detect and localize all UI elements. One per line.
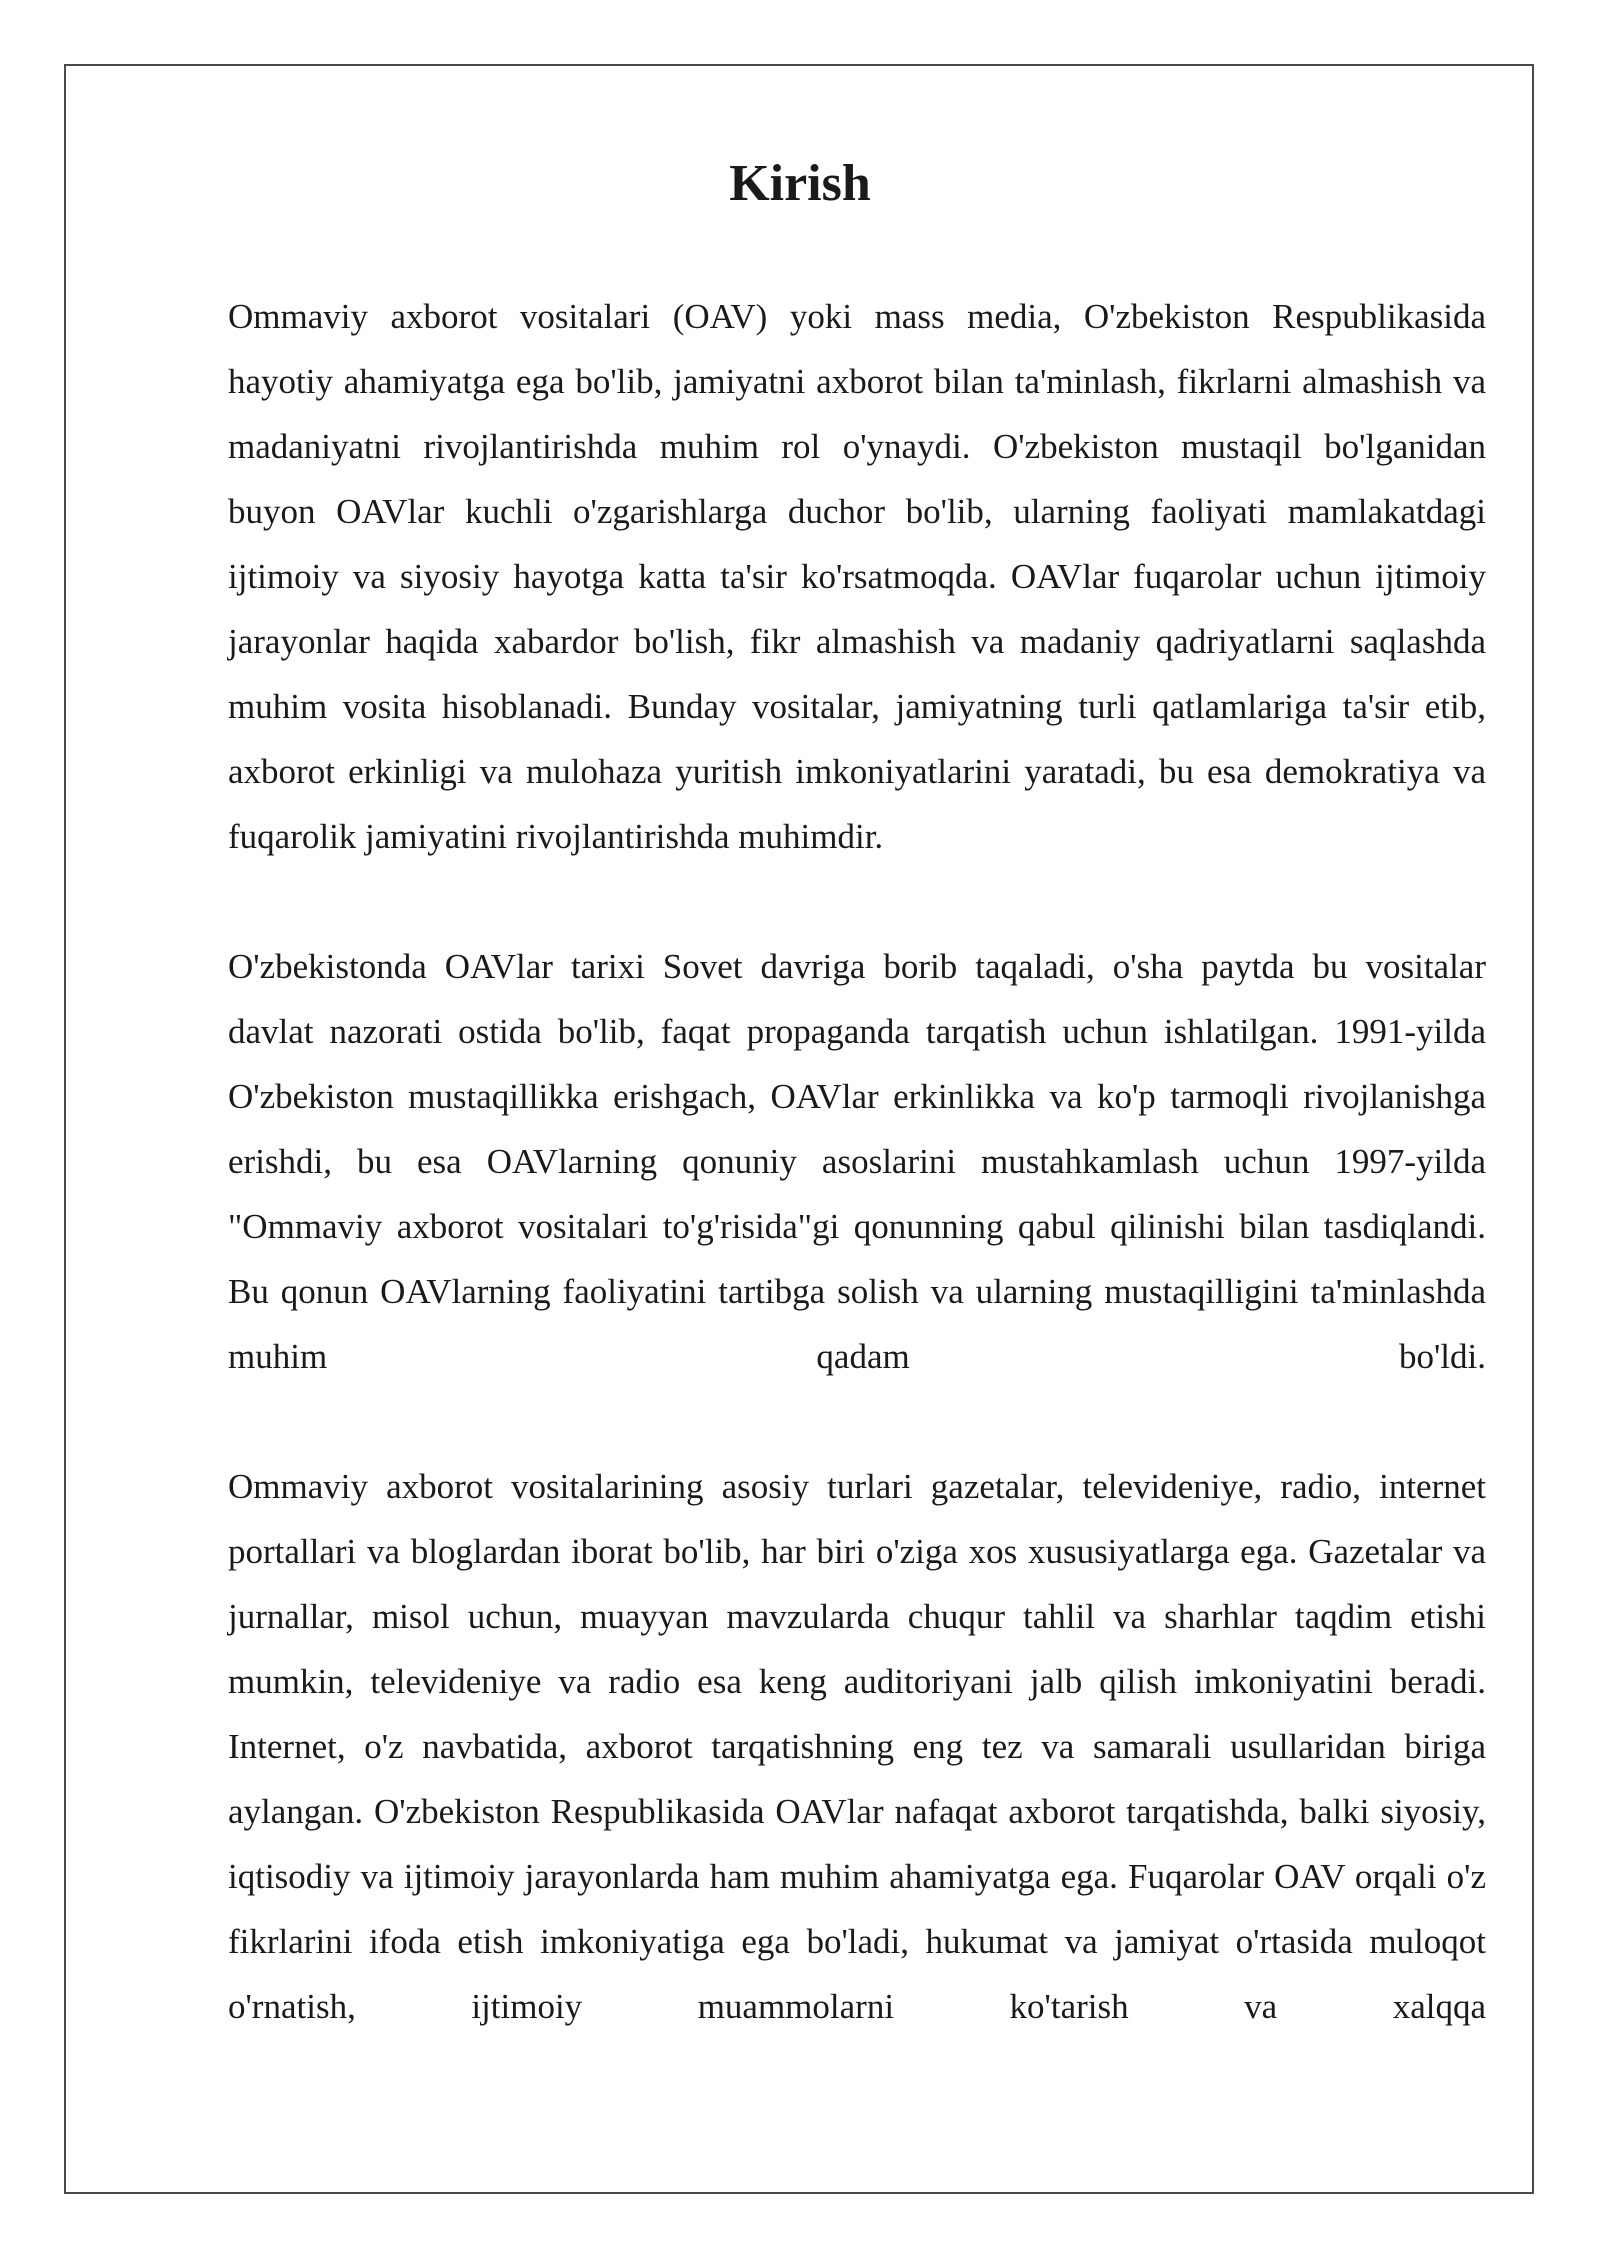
document-body [228,284,1486,2104]
paragraph-1: Ommaviy axborot vositalari (OAV) yoki mass media, O'zbekiston Respublikasida hayotiy ahamiyatga ega bo'lib, jamiyatni axborot bilan ta'minlash, fikrlarni almashish va madaniyatni rivojlantirishda muhim rol o'ynaydi. O'zbekiston mustaqil bo'lganidan buyon OAVlar kuchli o'zgarishlarga duchor bo'lib, ularning faoliyati mamlakatdagi ijtimoiy va siyosiy hayotga katta ta'sir ko'rsatmoqda. OAVlar fuqarolar uchun ijtimoiy jarayonlar haqida xabardor bo'lish, fikr almashish va madaniy qadriyatlarni saqlashda muhim vosita hisoblanadi. Bunday vositalar, jamiyatning turli qatlamlariga ta'sir etib, axborot erkinligi va mulohaza yuritish imkoniyatlarini yaratadi, bu esa demokratiya va fuqarolik jamiyatini rivojlantirishda muhimdir. [228,297,1486,856]
paragraph-2: O'zbekistonda OAVlar tarixi Sovet davriga borib taqaladi, o'sha paytda bu vositalar davlat nazorati ostida bo'lib, faqat propaganda tarqatish uchun ishlatilgan. 1991-yilda O'zbekiston mustaqillikka erishgach, OAVlar erkinlikka va ko'p tarmoqli rivojlanishga erishdi, bu esa OAVlarning qonuniy asoslarini mustahkamlash uchun 1997-yilda "Ommaviy axborot vositalari to'g'risida"gi qonunning qabul qilinishi bilan tasdiqlandi. Bu qonun OAVlarning faoliyatini tartibga solish va ularning mustaqilligini ta'minlashda muhim qadam bo'ldi. [228,947,1486,1376]
paragraph-3: Ommaviy axborot vositalarining asosiy turlari gazetalar, televideniye, radio, internet portallari va bloglardan iborat bo'lib, har biri o'ziga xos xususiyatlarga ega. Gazetalar va jurnallar, misol uchun, muayyan mavzularda chuqur tahlil va sharhlar taqdim etishi mumkin, televideniye va radio esa keng auditoriyani jalb qilish imkoniyatini beradi. Internet, o'z navbatida, axborot tarqatishning eng tez va samarali usullaridan biriga aylangan. O'zbekiston Respublikasida OAVlar nafaqat axborot tarqatishda, balki siyosiy, iqtisodiy va ijtimoiy jarayonlarda ham muhim ahamiyatga ega. Fuqarolar OAV orqali o'z fikrlarini ifoda etish imkoniyatiga ega bo'ladi, hukumat va jamiyat o'rtasida muloqot o'rnatish, ijtimoiy muammolarni ko'tarish va xalqqa [228,1467,1486,2026]
page-title: Kirish [729,155,871,212]
